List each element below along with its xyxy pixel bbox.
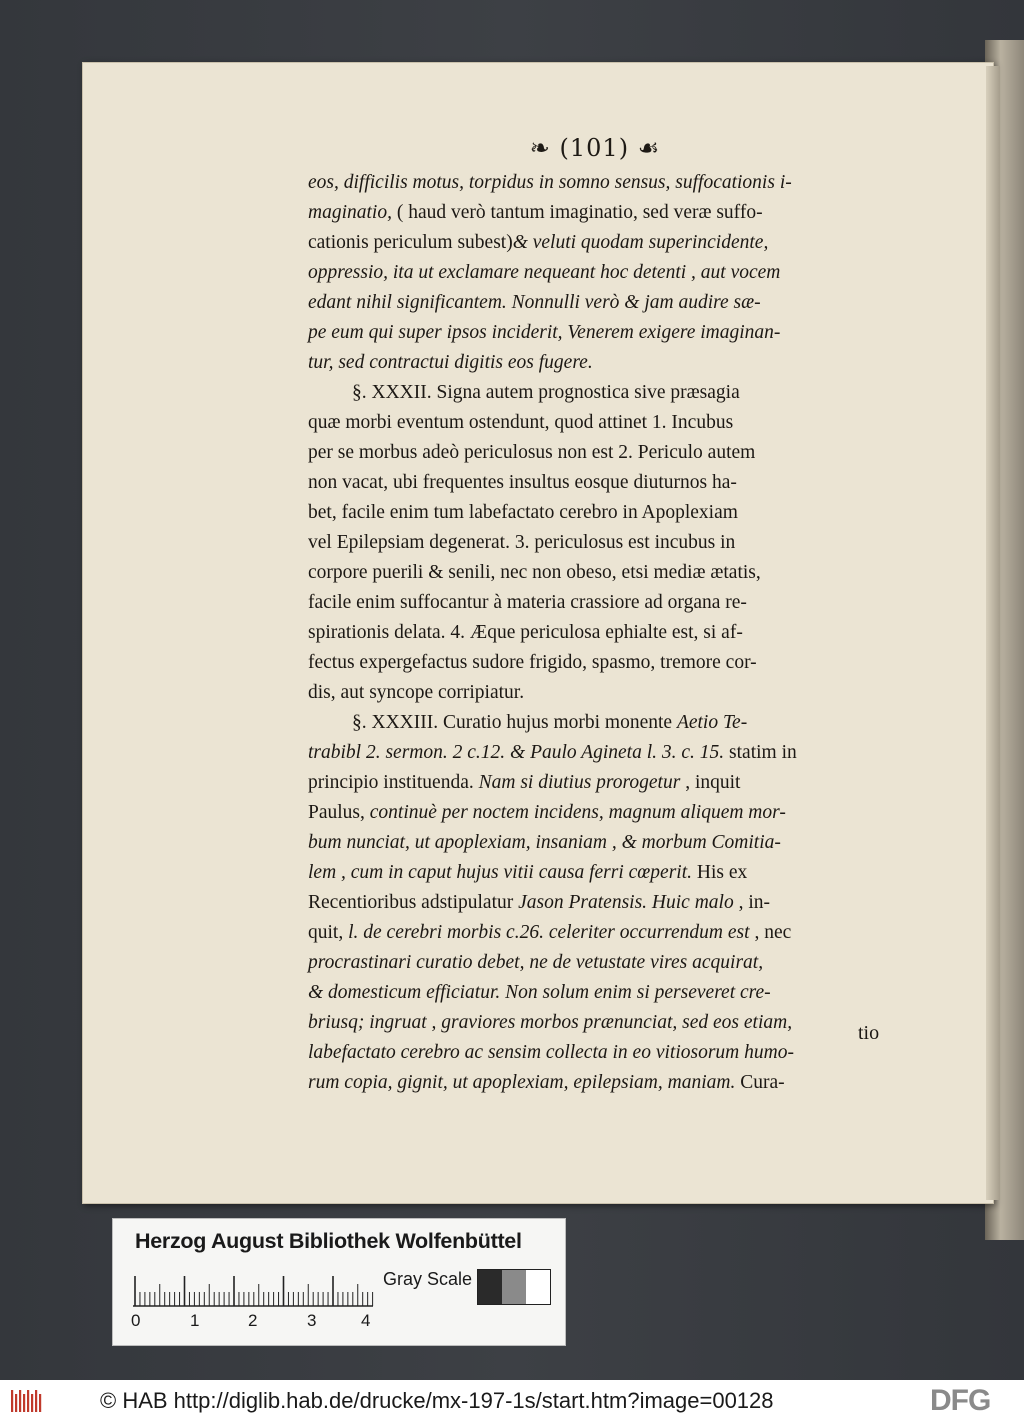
text-line: trabibl 2. sermon. 2 c.12. & Paulo Agineta l. 3. c. 15. statim in [308,742,797,763]
text-line: bet, facile enim tum labefactato cerebro in Apoplexiam [308,502,738,523]
copyright-url[interactable]: © HAB http://diglib.hab.de/drucke/mx-197-1s/start.htm?image=00128 [100,1388,774,1413]
logo-bar [11,1390,13,1412]
text-line: labefactato cerebro ac sensim collecta in eo vitiosorum humo- [308,1042,794,1063]
text-line: dis, aut syncope corripiatur. [308,682,525,703]
page-number: ❧ (101) ☙ [529,134,661,162]
text-line: briusq; ingruat , graviores morbos prænunciat, sed eos etiam, [308,1012,793,1033]
text-line: §. XXXIII. Curatio hujus morbi monente Aetio Te- [352,712,748,733]
text-line: tur, sed contractui digitis eos fugere. [308,352,593,373]
paragraph-2 [308,378,898,708]
text-line: rum copia, gignit, ut apoplexiam, epilepsiam, maniam. Cura- [308,1072,785,1093]
logo-bar [23,1394,25,1412]
gray-scale-label: Gray Scale [383,1269,473,1289]
text-line: bum nunciat, ut apoplexiam, insaniam , & morbum Comitia- [308,832,781,853]
catchword: tio [858,1022,880,1044]
gray-swatch-mid [502,1270,526,1304]
logo-bar [35,1390,37,1412]
footer-bar [0,1380,1024,1423]
text-line: maginatio, ( haud verò tantum imaginatio, sed veræ suffo- [308,202,763,223]
ruler-number: 1 [190,1311,200,1330]
ornament-left-icon: ❧ [529,134,551,162]
text-line: & domesticum efficiatur. Non solum enim si perseveret cre- [308,982,771,1003]
text-line: lem , cum in caput hujus vitii causa ferri cœperit. His ex [308,862,748,883]
paragraph-1 [308,168,898,378]
text-line: Recentioribus adstipulatur Jason Pratensis. Huic malo , in- [308,892,770,913]
text-line: oppressio, ita ut exclamare nequeant hoc detenti , aut vocem [308,262,781,283]
dfg-logo: DFG [930,1384,991,1417]
text-line: quit, l. de cerebri morbis c.26. celeriter occurrendum est , nec [308,922,792,943]
page-edge [986,66,1000,1200]
text-line: cationis periculum subest)& veluti quodam superincidente, [308,232,769,253]
logo-bar [39,1394,41,1412]
gray-swatch-white [526,1270,550,1304]
text-line: per se morbus adeò periculosus non est 2. Periculo autem [308,442,756,463]
library-name: Herzog August Bibliothek Wolfenbüttel [135,1229,522,1253]
text-line: corpore puerili & senili, nec non obeso, etsi mediæ ætatis, [308,562,761,583]
text-line: vel Epilepsiam degenerat. 3. periculosus est incubus in [308,532,736,553]
ruler-number: 2 [248,1311,258,1330]
ruler-numbers [113,1311,413,1331]
text-line: §. XXXII. Signa autem prognostica sive præsagia [352,382,740,403]
ornament-right-icon: ☙ [637,134,661,162]
hab-logo-icon [10,1388,44,1414]
text-line: procrastinari curatio debet, ne de vetustate vires acquirat, [308,952,764,973]
logo-bar [19,1390,21,1412]
text-line: non vacat, ubi frequentes insultus eosque diuturnos ha- [308,472,737,493]
ruler-number: 0 [131,1311,141,1330]
text-line: quæ morbi eventum ostendunt, quod attinet 1. Incubus [308,412,734,433]
ruler-number: 4 [361,1311,371,1330]
ruler [133,1271,381,1307]
text-line: pe eum qui super ipsos inciderit, Venerem exigere imaginan- [308,322,781,343]
ruler-number: 3 [307,1311,317,1330]
logo-bar [31,1394,33,1412]
logo-bar [27,1390,29,1412]
text-line: fectus expergefactus sudore frigido, spasmo, tremore cor- [308,652,757,673]
paragraph-3 [308,708,898,1098]
color-target-card [112,1218,566,1346]
gray-scale-swatches [477,1269,551,1305]
gray-swatch-dark [478,1270,502,1304]
text-line: principio instituenda. Nam si diutius prorogetur , inquit [308,772,741,793]
page-text [308,168,898,1098]
logo-bar [15,1394,17,1412]
text-line: edant nihil significantem. Nonnulli verò & jam audire sæ- [308,292,761,313]
text-line: facile enim suffocantur à materia crassiore ad organa re- [308,592,747,613]
text-line: Paulus, continuè per noctem incidens, magnum aliquem mor- [308,802,786,823]
text-line: spirationis delata. 4. Æque periculosa ephialte est, si af- [308,622,743,643]
text-line: eos, difficilis motus, torpidus in somno sensus, suffocationis i- [308,172,792,193]
